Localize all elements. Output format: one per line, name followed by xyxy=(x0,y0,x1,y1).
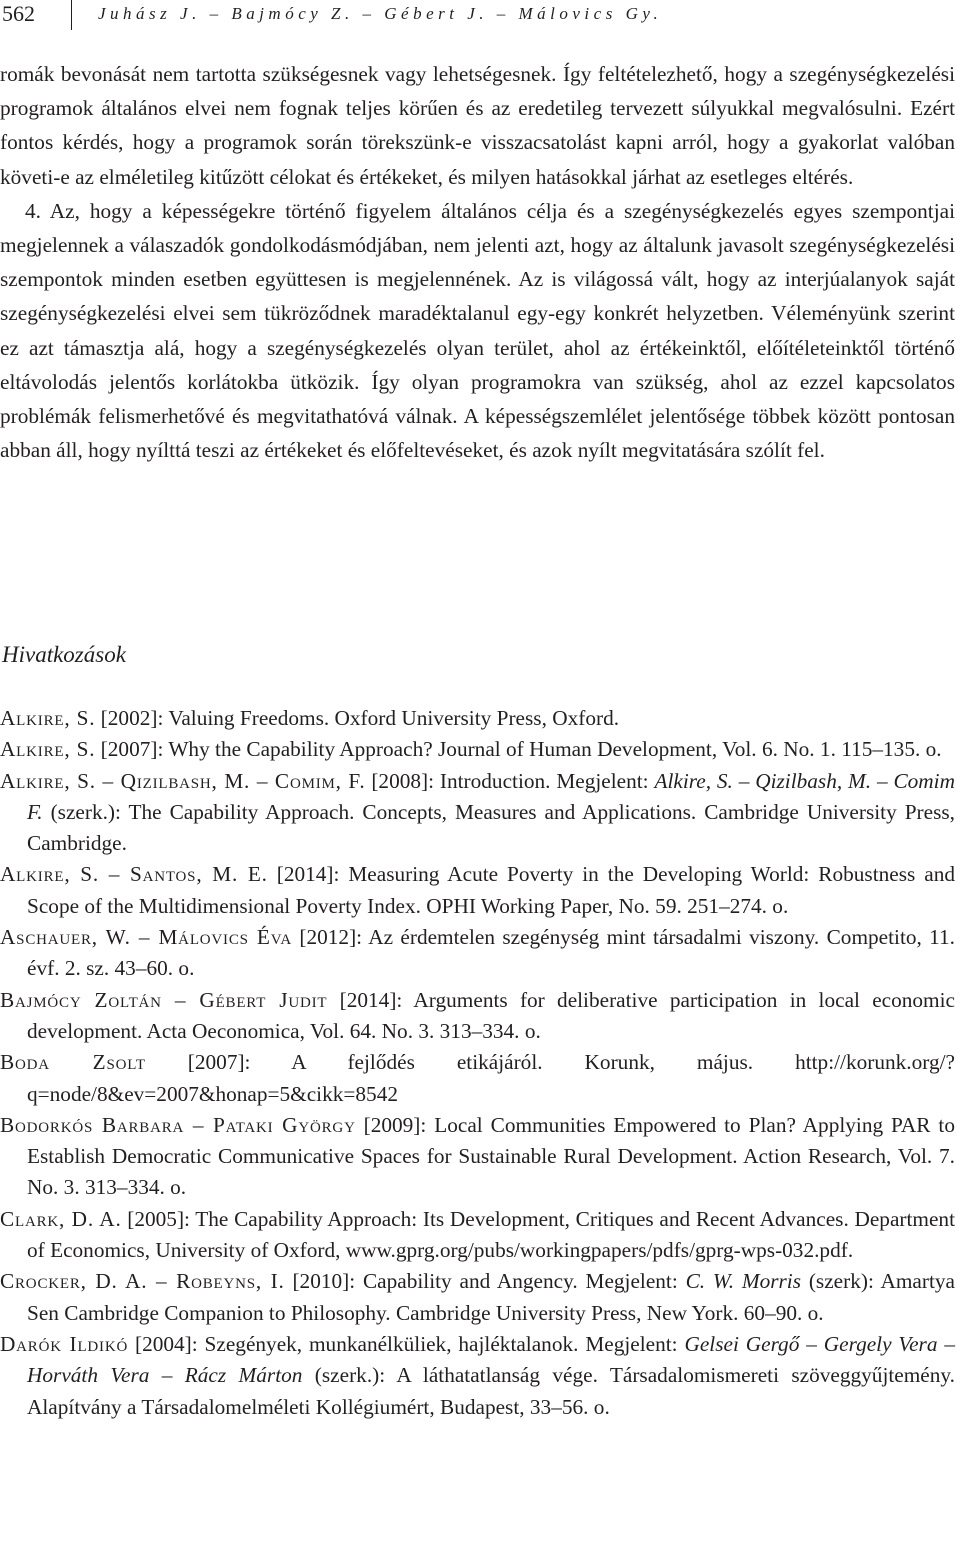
reference-item xyxy=(0,766,955,860)
reference-editors: Alkire, S. – Qizilbash, M. – Comim F. xyxy=(27,768,955,824)
reference-text: (szerk.): A láthatatlanság vége. Társadalomismereti szöveggyűjtemény. Alapítvány a Társadalomelméleti Kollégiumért, Budapest, 33–56. o. xyxy=(27,1363,955,1419)
references-heading: Hivatkozások xyxy=(2,642,126,667)
reference-text: [2002]: Valuing Freedoms. Oxford University Press, Oxford. xyxy=(95,706,620,730)
reference-authors: Bajmócy Zoltán – Gébert Judit xyxy=(0,987,328,1012)
reference-text: (szerk): Amartya Sen Cambridge Companion to Philosophy. Cambridge University Press, New York. 60–90. o. xyxy=(27,1269,955,1325)
reference-text: [2005]: The Capability Approach: Its Development, Critiques and Recent Advances. Department of Economics, University of Oxford, www.gprg.org/pubs/workingpapers/pdfs/gprg-wps-032.pdf. xyxy=(27,1206,955,1263)
reference-authors: Aschauer, W. – Málovics Éva xyxy=(0,925,293,950)
reference-item xyxy=(0,859,955,922)
reference-authors: Alkire, S. – Qizilbash, M. – Comim, F. xyxy=(0,768,366,793)
reference-text: [2009]: Local Communities Empowered to Plan? Applying PAR to Establish Democratic Communicative Spaces for Sustainable Rural Development. Action Research, Vol. 7. No. 3. 313–334. o. xyxy=(27,1112,955,1200)
reference-item xyxy=(0,1204,955,1267)
reference-authors: Alkire, S. xyxy=(0,737,96,762)
reference-text: [2012]: Az érdemtelen szegénység mint társadalmi viszony. Competito, 11. évf. 2. sz. 43–60. o. xyxy=(27,925,955,981)
reference-text: [2014]: Arguments for deliberative participation in local economic development. Acta Oeconomica, Vol. 64. No. 3. 313–334. o. xyxy=(27,987,955,1043)
paragraph: romák bevonását nem tartotta szükségesnek vagy lehetségesnek. Így feltételezhető, hogy a szegénységkezelési programok általános elvei nem fognak teljes körűen és az eredetileg tervezett súlyukkal megvalósulni. Ezért fontos kérdés, hogy a programok során törekszünk-e visszacsatolást kapni arról, hogy a gyakorlat valóban követi-e az elméletileg kitűzött célokat és értékeket, és milyen hatásokkal járhat az esetleges eltérés. xyxy=(0,62,955,189)
reference-item xyxy=(0,1329,955,1423)
reference-editors: Gelsei Gergő – Gergely Vera – Horváth Vera – Rácz Márton xyxy=(27,1331,955,1388)
running-head: Juhász J. – Bajmócy Z. – Gébert J. – Málovics Gy. xyxy=(98,4,663,23)
reference-editors: C. W. Morris xyxy=(685,1269,802,1294)
reference-item xyxy=(0,1110,955,1204)
reference-authors: Crocker, D. A. – Robeyns, I. xyxy=(0,1269,285,1294)
reference-authors: Darók Ildikó xyxy=(0,1331,129,1356)
reference-item xyxy=(0,985,955,1048)
reference-pre: [2004]: Szegények, munkanélküliek, hajléktalanok. Megjelent: xyxy=(128,1331,685,1356)
reference-item xyxy=(0,1047,955,1110)
reference-item xyxy=(0,922,955,985)
reference-item xyxy=(0,734,955,765)
reference-pre: [2008]: Introduction. Megjelent: xyxy=(365,768,655,793)
reference-text: (szerk.): The Capability Approach. Concepts, Measures and Applications. Cambridge University Press, Cambridge. xyxy=(27,799,955,856)
reference-authors: Clark, D. A. xyxy=(0,1206,122,1231)
reference-list xyxy=(0,703,955,1423)
reference-text: [2007]: Why the Capability Approach? Journal of Human Development, Vol. 6. No. 1. 115–135. o. xyxy=(95,737,942,762)
reference-authors: Alkire, S. – Santos, M. E. xyxy=(0,862,268,887)
reference-item xyxy=(0,1266,955,1329)
paragraph: 4. Az, hogy a képességekre történő figyelem általános célja és a szegénységkezelés egyes szempontjai megjelennek a válaszadók gondolkodásmódjában, nem jelenti azt, hogy az általunk javasolt szegénységkezelési szempontok minden esetben együttesen is megjelennének. Az is világossá vált, hogy az interjúalanyok saját szegénységkezelési elvei sem tükröződnek maradéktalanul egy-egy konkrét helyzetben. Véleményünk szerint ez azt támasztja alá, hogy a szegénységkezelés olyan terület, ahol az értékeinktől, előítéleteinktől történő eltávolodás jelentős korlátokba ütközik. Így olyan programokra van szükség, ahol az ezzel kapcsolatos problémák felismerhetővé és megvitathatóvá válnak. A képességszemlélet jelentősége többek között pontosan abban áll, hogy nyílttá teszi az értékeket és előfeltevéseket, és azok nyílt megvitatására szólít fel. xyxy=(0,198,955,463)
reference-pre: [2010]: Capability and Angency. Megjelent: xyxy=(284,1269,686,1294)
reference-authors: Alkire, S. xyxy=(0,706,96,730)
reference-text: [2014]: Measuring Acute Poverty in the Developing World: Robustness and Scope of the Multidimensional Poverty Index. OPHI Working Paper, No. 59. 251–274. o. xyxy=(27,862,955,918)
page-number: 562 xyxy=(2,1,35,26)
page-header xyxy=(0,0,960,34)
reference-item xyxy=(0,703,955,734)
reference-text: [2007]: A fejlődés etikájáról. Korunk, május. http://korunk.org/?q=node/8&ev=2007&honap=5&cikk=8542 xyxy=(27,1050,955,1106)
reference-authors: Boda Zsolt xyxy=(0,1050,146,1075)
body-text xyxy=(0,57,955,467)
reference-authors: Bodorkós Barbara – Pataki György xyxy=(0,1112,356,1137)
header-divider xyxy=(71,0,72,30)
